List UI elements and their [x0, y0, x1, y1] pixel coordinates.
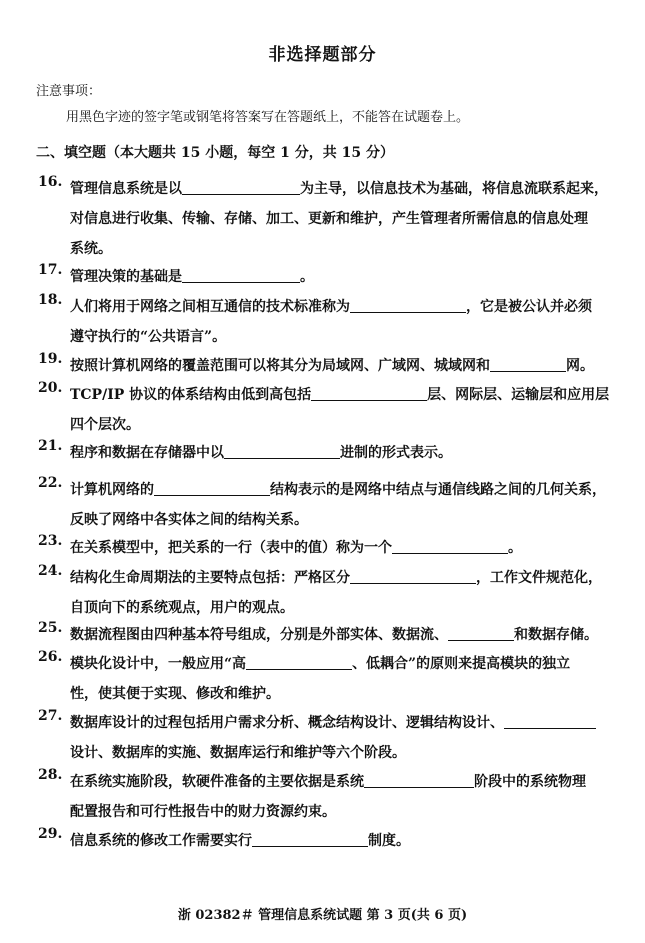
question-number: 18. — [38, 292, 63, 308]
answer-blank — [350, 565, 476, 584]
answer-blank — [246, 651, 352, 670]
section-heading: 二、填空题（本大题共 15 小题，每空 1 分，共 15 分） — [36, 145, 394, 161]
question-text: ，工作文件规范化， — [476, 570, 602, 586]
question-text: 按照计算机网络的覆盖范围可以将其分为局域网、广域网、城域网和 — [70, 358, 490, 374]
question-text: 设计、数据库的实施、数据库运行和维护等六个阶段。 — [70, 745, 406, 761]
question-number: 24. — [38, 563, 63, 579]
question-text: 管理决策的基础是 — [70, 269, 182, 285]
question-number: 21. — [38, 438, 63, 454]
question-number: 23. — [38, 533, 63, 549]
question-text: 计算机网络的 — [70, 482, 154, 498]
question-number: 28. — [38, 767, 63, 783]
question-text: TCP/IP 协议的体系结构由低到高包括 — [70, 387, 312, 403]
question-text: 制度。 — [368, 833, 410, 849]
notice-body: 用黑色字迹的签字笔或钢笔将答案写在答题纸上，不能答在试题卷上。 — [66, 110, 470, 125]
question-text: 性，使其便于实现、修改和维护。 — [70, 686, 280, 702]
question-number: 17. — [38, 262, 63, 278]
question-text: 在系统实施阶段，软硬件准备的主要依据是系统 — [70, 774, 364, 790]
answer-blank — [364, 769, 474, 788]
question-text: 四个层次。 — [70, 417, 140, 433]
page-title: 非选择题部分 — [268, 45, 377, 65]
question-text: 信息系统的修改工作需要实行 — [70, 833, 252, 849]
question-text: 进制的形式表示。 — [340, 445, 452, 461]
question-text: 结构表示的是网络中结点与通信线路之间的几何关系， — [270, 482, 606, 498]
question-number: 29. — [38, 826, 63, 842]
question-text: 配置报告和可行性报告中的财力资源约束。 — [70, 804, 336, 820]
question-text: 数据流程图由四种基本符号组成，分别是外部实体、数据流、 — [70, 627, 448, 643]
notice-heading: 注意事项： — [36, 84, 102, 99]
question-text: 阶段中的系统物理 — [474, 774, 586, 790]
question-text: 、低耦合”的原则来提高模块的独立 — [352, 656, 571, 672]
question-text: 数据库设计的过程包括用户需求分析、概念结构设计、逻辑结构设计、 — [70, 715, 504, 731]
question-text: 。 — [300, 269, 314, 285]
question-text: 层、网际层、运输层和应用层 — [427, 387, 610, 403]
answer-blank — [490, 353, 566, 372]
question-text: 。 — [508, 540, 522, 556]
question-number: 27. — [38, 708, 63, 724]
answer-blank — [252, 828, 368, 847]
question-text: 系统。 — [70, 241, 112, 257]
answer-blank — [392, 535, 508, 554]
question-text: 程序和数据在存储器中以 — [70, 445, 224, 461]
answer-blank — [311, 382, 427, 401]
question-text: ，它是被公认并必须 — [466, 299, 592, 315]
question-text: 管理信息系统是以 — [70, 181, 182, 197]
answer-blank — [154, 477, 270, 496]
question-number: 16. — [38, 174, 63, 190]
question-number: 20. — [38, 380, 63, 396]
answer-blank — [182, 264, 300, 283]
question-number: 22. — [38, 475, 63, 491]
question-text: 模块化设计中，一般应用“高 — [70, 656, 247, 672]
question-text: 和数据存储。 — [514, 627, 598, 643]
question-text: 网。 — [566, 358, 594, 374]
question-number: 25. — [38, 620, 63, 636]
question-text: 在关系模型中，把关系的一行（表中的值）称为一个 — [70, 540, 392, 556]
question-text: 自顶向下的系统观点，用户的观点。 — [70, 600, 294, 616]
answer-blank — [448, 622, 514, 641]
answer-blank — [350, 294, 466, 313]
question-text: 结构化生命周期法的主要特点包括：严格区分 — [70, 570, 350, 586]
question-text: 为主导，以信息技术为基础，将信息流联系起来， — [300, 181, 608, 197]
question-number: 26. — [38, 649, 63, 665]
question-text: 对信息进行收集、传输、存储、加工、更新和维护，产生管理者所需信息的信息处理 — [70, 211, 588, 227]
answer-blank — [182, 176, 300, 195]
question-text: 人们将用于网络之间相互通信的技术标准称为 — [70, 299, 350, 315]
question-text: 反映了网络中各实体之间的结构关系。 — [70, 512, 308, 528]
question-number: 19. — [38, 351, 63, 367]
answer-blank — [224, 440, 340, 459]
question-text: 遵守执行的“公共语言”。 — [70, 329, 227, 345]
page-footer: 浙 02382＃ 管理信息系统试题 第 3 页(共 6 页) — [177, 908, 468, 923]
answer-blank — [504, 710, 596, 729]
